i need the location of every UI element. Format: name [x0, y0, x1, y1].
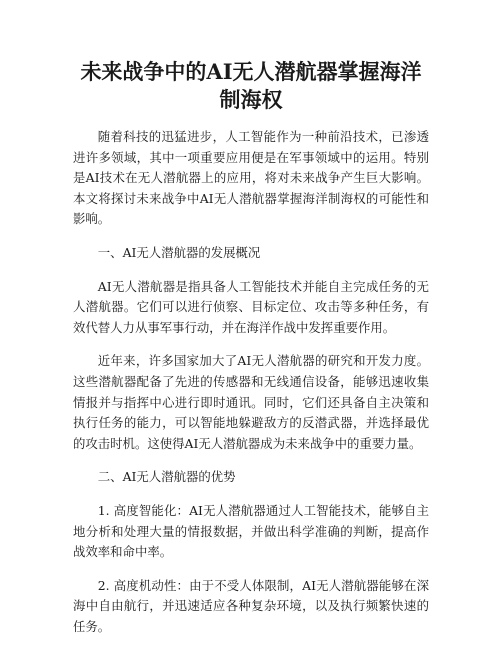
intro-paragraph: 随着科技的迅猛进步，人工智能作为一种前沿技术，已渗透进许多领域，其中一项重要应用便是在军事领域中的运用。特别是AI技术在无人潜航器上的应用，将对未来战争产生巨大影响。本文将探讨未来战争中AI无人潜航器掌握海洋制海权的可能性和影响。	[73, 129, 429, 227]
section-heading-1: 一、AI无人潜航器的发展概况	[97, 244, 261, 260]
section-heading-2: 二、AI无人潜航器的优势	[97, 469, 236, 485]
section-1-paragraph-1: AI无人潜航器是指具备人工智能技术并能自主完成任务的无人潜航器。它们可以进行侦察、目标定位、攻击等多种任务，有效代替人力从事军事行动，并在海洋作战中发挥重要作用。	[73, 278, 429, 335]
section-1-paragraph-2: 近年来，许多国家加大了AI无人潜航器的研究和开发力度。这些潜航器配备了先进的传感器和无线通信设备，能够迅速收集情报并与指挥中心进行即时通讯。同时，它们还具备自主决策和执行任务的能力，可以智能地躲避敌方的反潜武器，并选择最优的攻击时机。这使得AI无人潜航器成为未来战争中的重要力量。	[73, 353, 429, 451]
advantage-item-1: 1. 高度智能化：AI无人潜航器通过人工智能技术，能够自主地分析和处理大量的情报数据，并做出科学准确的判断，提高作战效率和命中率。	[73, 502, 429, 560]
advantage-item-2: 2. 高度机动性：由于不受人体限制，AI无人潜航器能够在深海中自由航行，并迅速适应各种复杂环境，以及执行频繁快速的任务。	[73, 577, 429, 634]
document-title: 未来战争中的AI无人潜航器掌握海洋制海权	[80, 59, 422, 112]
